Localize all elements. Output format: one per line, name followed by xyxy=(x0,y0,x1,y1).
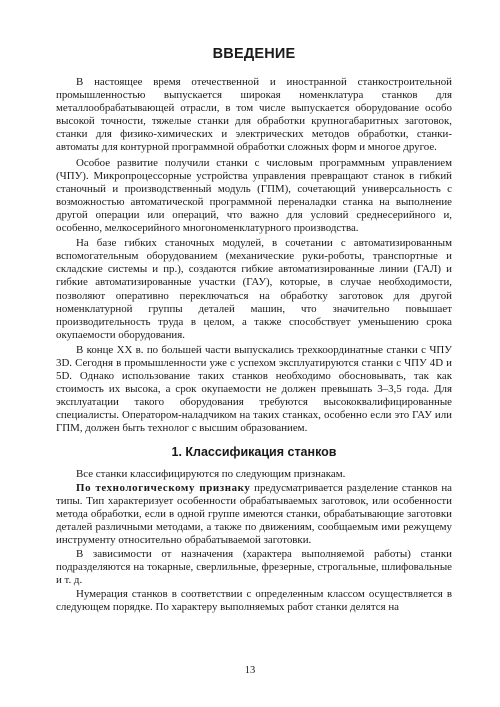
section-paragraph-3: В зависимости от назначения (характера выполняемой работы) станки подразделяются на токарные, сверлильные, фрезерные, строгальные, шлифовальные и т. д. xyxy=(56,548,452,587)
page-number: 13 xyxy=(244,665,256,676)
section-paragraph-2 xyxy=(56,482,452,547)
intro-paragraph-2: Особое развитие получили станки с числовым программным управлением (ЧПУ). Микропроцессорные устройства управления превращают станок в гибкий станочный и производственный модуль (ГПМ), сочетающий универсальность с возможностью автоматической программной переналадки станка на выполнение другой операции или операций, что важно для условий среднесерийного и, особенно, мелкосерийного многономенклатурного производства. xyxy=(56,156,452,235)
section-paragraph-1: Все станки классифицируются по следующим признакам. xyxy=(76,467,346,480)
paragraph-text: предусматривается разделение станков на типы. Тип характеризует особенности обрабатываемых заготовок, или особенности метода обработки, если в одной группе имеются станки, обрабатывающие заготовки деталей различными методами, а также по движениям, сообщаемым ими режущему инструменту относительно обрабатываемой заготовки. xyxy=(56,481,452,546)
section-paragraph-4: Нумерация станков в соответствии с определенным классом осуществляется в следующем порядке. По характеру выполняемых работ станки делятся на xyxy=(56,588,452,614)
intro-paragraph-4: В конце XX в. по большей части выпускались трехкоординатные станки с ЧПУ 3D. Сегодня в промышленности уже с успехом эксплуатируются станки с ЧПУ 4D и 5D. Однако использование таких станков необходимо обосновывать, так как стоимость их высока, а срок окупаемости не должен превышать 3–3,5 года. Для эксплуатации такого оборудования требуются высококвалифицированные специалисты. Оператором-наладчиком на таких станках, особенно если это ГАУ или ГПМ, должен быть технолог с высшим образованием. xyxy=(56,343,452,435)
intro-paragraph-3: На базе гибких станочных модулей, в сочетании с автоматизированным вспомогательным оборудованием (механические руки-роботы, транспортные и складские системы и пр.), создаются гибкие автоматизированные линии (ГАЛ) и гибкие автоматизированные участки (ГАУ), которые, в случае необходимости, позволяют оперативно переключаться на обработку заготовок для другой номенклатурной группы деталей машин, что значительно повышает производительность труда в целом, а также способствует уменьшению срока окупаемости оборудования. xyxy=(56,237,452,341)
page-content xyxy=(56,46,452,616)
emphasis-text: По технологическому признаку xyxy=(76,481,251,494)
intro-paragraph-1: В настоящее время отечественной и иностранной станкостроительной промышленностью выпускается широкая номенклатура станков для металлообрабатывающей отрасли, в том числе выпускается оборудование особо высокой точности, тяжелые станки для обработки крупногабаритных заготовок, станки для физико-химических и электрических методов обработки, станки-автоматы для контурной программной обработки сложных форм и многое другое. xyxy=(56,76,452,154)
section-title: 1. Классификация станков xyxy=(171,444,337,459)
page-title: ВВЕДЕНИЕ xyxy=(212,46,296,62)
